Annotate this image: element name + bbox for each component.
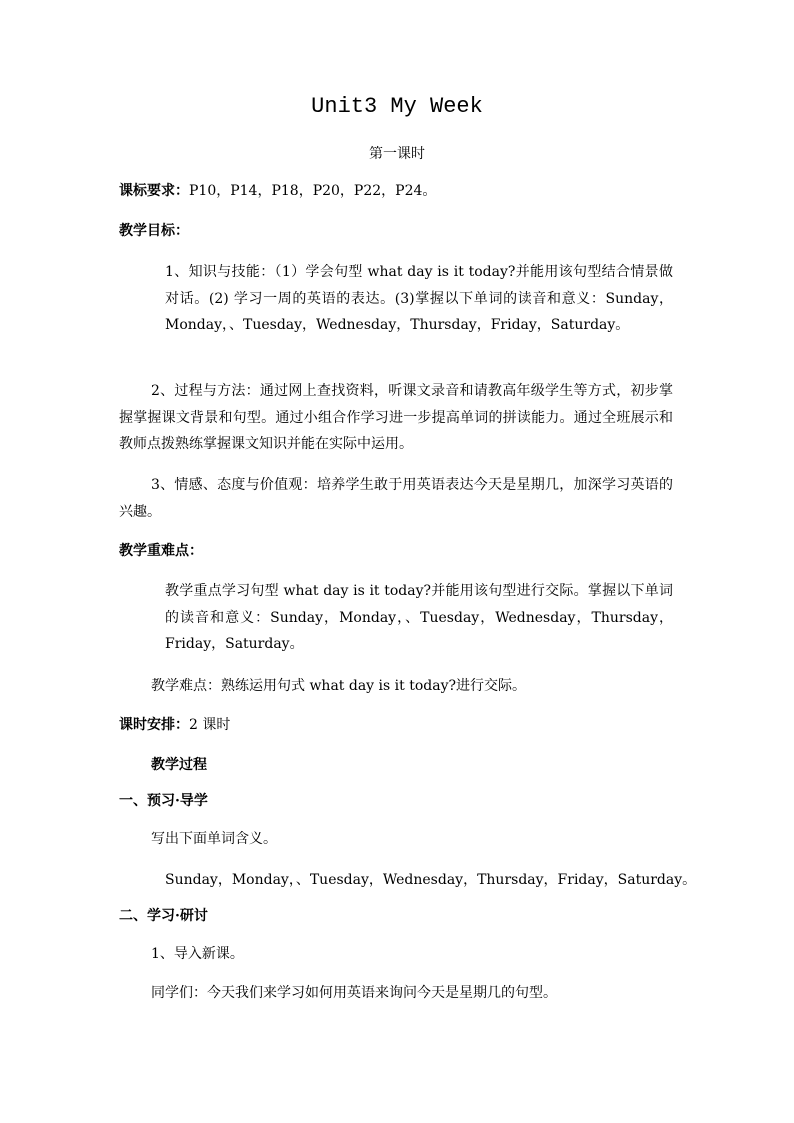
section-1-instruction: 写出下面单词含义。	[151, 831, 277, 847]
curriculum-label: 课标要求：	[119, 183, 189, 199]
schedule-label: 课时安排：	[119, 717, 189, 733]
section-2-heading: 二、学习·研讨	[119, 908, 208, 924]
process-heading: 教学过程	[151, 757, 207, 773]
page-title: Unit3 My Week	[311, 94, 483, 119]
goals-item-3: 3、情感、态度与价值观：培养学生敢于用英语表达今天是星期几，加深学习英语的兴趣。	[119, 477, 673, 520]
section-2-step-1: 1、导入新课。	[151, 946, 244, 962]
curriculum-value: P10，P14，P18，P20，P22，P24。	[189, 183, 437, 199]
section-1-words: Sunday，Monday，、Tuesday，Wednesday，Thursday，Friday，Saturday。	[165, 872, 697, 888]
keypoints-heading: 教学重难点：	[119, 543, 203, 559]
keypoints-key: 教学重点学习句型 what day is it today?并能用该句型进行交际。掌握以下单词的读音和意义：Sunday，Monday，、Tuesday，Wednesday，Thursday，Friday，Saturday。	[165, 583, 673, 652]
keypoints-difficult: 教学难点：熟练运用句式 what day is it today?进行交际。	[151, 678, 526, 694]
lesson-subtitle: 第一课时	[369, 146, 425, 162]
goals-item-2: 2、过程与方法：通过网上查找资料，听课文录音和请教高年级学生等方式，初步掌握掌握课文背景和句型。通过小组合作学习进一步提高单词的拼读能力。通过全班展示和教师点拨熟练掌握课文知识并能在实际中运用。	[119, 383, 673, 452]
section-2-step-1-text: 同学们：今天我们来学习如何用英语来询问今天是星期几的句型。	[151, 985, 557, 1001]
section-1-heading: 一、预习·导学	[119, 793, 208, 809]
schedule-line	[119, 712, 230, 738]
goals-item-1: 1、知识与技能：（1）学会句型 what day is it today?并能用该句型结合情景做对话。(2) 学习一周的英语的表达。(3)掌握以下单词的读音和意义：Sunday，Monday，、Tuesday，Wednesday，Thursday，Friday，Saturday。	[165, 264, 673, 333]
curriculum-line	[119, 178, 436, 204]
schedule-value: 2 课时	[189, 717, 231, 733]
goals-heading: 教学目标：	[119, 223, 189, 239]
